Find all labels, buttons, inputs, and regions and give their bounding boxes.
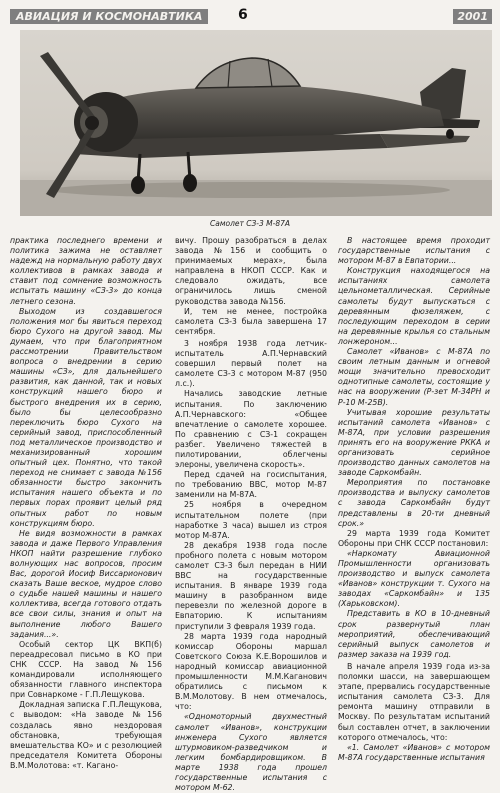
paragraph: Перед сдачей на госиспытания, по требованию ВВС, мотор М-87 заменили на М-87А. — [175, 470, 327, 500]
paragraph: Не видя возможности в рамках завода и даже Первого Управления НКОП найти разрешение глубоко волнующих нас вопросов, просим Вас, дорогой Иосиф Виссарионович сказать Ваше веское, мудрое слово о судьбе нашей машины и нашего коллектива, всегда готового отдать все свои силы, знания и опыт на выполнение любого Вашего задания...». — [10, 528, 162, 639]
photo-caption: Самолет СЗ-3 М-87А — [210, 219, 290, 228]
paragraph: И, тем не менее, постройка самолета СЗ-3 была завершена 17 сентября. — [175, 306, 327, 336]
paragraph: Конструкция находящегося на испытаниях самолета цельнометаллическая. Серийные самолеты будут выпускаться с деревянным фюзеляжем, с последующим переходом в серии на деревянные крылья со стальным лонжероном... — [338, 266, 490, 346]
paragraph: 3 ноября 1938 года летчик-испытатель А.П.Чернавский совершил первый полет на самолете СЗ-3 с мотором М-87 (950 л.с.). — [175, 338, 327, 389]
text-column-1 — [10, 236, 162, 770]
paragraph: вичу. Прошу разобраться в делах завода №156 и сообщить о принимаемых мерах», была направлена в НКОП СССР. Как и следовало ожидать, все ограничилось лишь сменой руководства завода №156. — [175, 236, 327, 306]
paragraph: В начале апреля 1939 года из-за поломки шасси, на завершающем этапе, прервались государственные испытания самолета СЗ-3. Для ремонта машину отправили в Москву. По результатам испытаний был составлен отчет, в заключении которого отмечалось, что: — [338, 661, 490, 742]
page-header — [0, 0, 500, 30]
issue-year: 2001 — [453, 9, 492, 24]
paragraph: В настоящее время проходит государственные испытания с мотором М-87 в Евпатории... — [338, 236, 490, 266]
paragraph: Самолет «Иванов» с М-87А по своим летным данным и огневой мощи значительно превосходит однотипные самолеты, состоящие у нас на вооружении (Р-зет М-34РН и Р-10 М-25В). — [338, 347, 490, 407]
aircraft-photo-image — [20, 30, 492, 216]
paragraph: 28 декабря 1938 года после пробного полета с новым мотором самолет СЗ-3 был передан в НИИ ВВС на государственные испытания. В январе 1939 года машину в разобранном виде перевезли по железной дороге в Евпаторию. К испытаниям приступили 3 февраля 1939 года. — [175, 540, 327, 631]
paragraph: «Наркомату Авиационной Промышленности организовать производство и выпуск самолета «Иванов» конструкции т. Сухого на заводах «Саркомбайн» и 135 (Харьковском). — [338, 548, 490, 609]
paragraph: Докладная записка Г.П.Лещукова, с выводом: «На заводе №156 создалась явно нездоровая обстановка, требующая вмешательства КО» и с резолюцией председателя Комитета Обороны В.М.Молотова: «т. Кагано- — [10, 700, 162, 770]
text-column-3 — [338, 236, 490, 762]
aircraft-photo — [20, 30, 492, 216]
paragraph: «Одномоторный двухместный самолет «Иванов», конструкции инженера Сухого является штурмовиком-разведчиком и легким бомбардировщиком. В марте 1938 года прошел государственные испытания с мотором М-62. — [175, 712, 327, 793]
magazine-title: АВИАЦИЯ И КОСМОНАВТИКА — [10, 9, 208, 24]
paragraph: практика последнего времени и политика зажима не оставляет надежд на нормальную работу двух коллективов в рамках завода и ставит под сомнение возможность испытать машину «СЗ-3» до конца летнего сезона. — [10, 236, 162, 306]
paragraph: Представить в КО в 10-дневный срок развернутый план мероприятий, обеспечивающий серийный выпуск самолетов и размер заказа на 1939 год. — [338, 609, 490, 659]
page-number: 6 — [238, 7, 248, 23]
paragraph: 25 ноября в очередном испытательном полете (при наработке 3 часа) вышел из строя мотор М-87А. — [175, 500, 327, 540]
paragraph: Учитывая хорошие результаты испытаний самолета «Иванов» с М-87А, при условии разрешения принять его на вооружение РККА и организовать серийное производство данных самолетов на заводе Саркомбайн. — [338, 407, 490, 478]
text-column-2 — [175, 236, 327, 793]
paragraph: 28 марта 1939 года народный комиссар Обороны маршал Советского Союза К.Е.Ворошилов и народный комиссар авиационной промышленности М.М.Каганович обратились с письмом к В.М.Молотову. В нем отмечалось, что: — [175, 631, 327, 712]
paragraph: Выходом из создавшегося положения мог бы явиться переход бюро Сухого на другой завод. Мы думаем, что при благоприятном рассмотрении Правительством вопроса о внедрении в серию машины «СЗ», для дальнейшего развития, как данной, так и новых конструкций нашего бюро и быстрого внедрения их в серию, было бы целесообразно переключить бюро Сухого на серийный завод, приспособленный под металлическое производство и механизированный хорошим опытный цех. Понятно, что такой переход не снимает с завода №156 обязанности быстро закончить испытания нашего объекта и по первых порах проявит целый ряд опытных работ по новым конструкциям бюро. — [10, 306, 162, 528]
paragraph: Особый сектор ЦК ВКП(б) переадресовал письмо в КО при СНК СССР. На завод №156 командировали исполняющего обязанности главного инспектора при Совнаркоме - Г.П.Лещукова. — [10, 639, 162, 700]
paragraph: 29 марта 1939 года Комитет Обороны при СНК СССР постановил: — [338, 528, 490, 548]
paragraph: Мероприятия по постановке производства и выпуску самолетов с завода Саркомбайн будут представлены в 20-ти дневный срок.» — [338, 478, 490, 528]
paragraph: «1. Самолет «Иванов» с мотором М-87А государственные испытания — [338, 742, 490, 762]
paragraph: Начались заводские летные испытания. По заключению А.П.Чернавского: «Общее впечатление о самолете хорошее. По сравнению с СЗ-1 сокращен разбег. Увеличено тяжестей в пилотировании, облегчены элероны, увеличена скорость». — [175, 389, 327, 470]
